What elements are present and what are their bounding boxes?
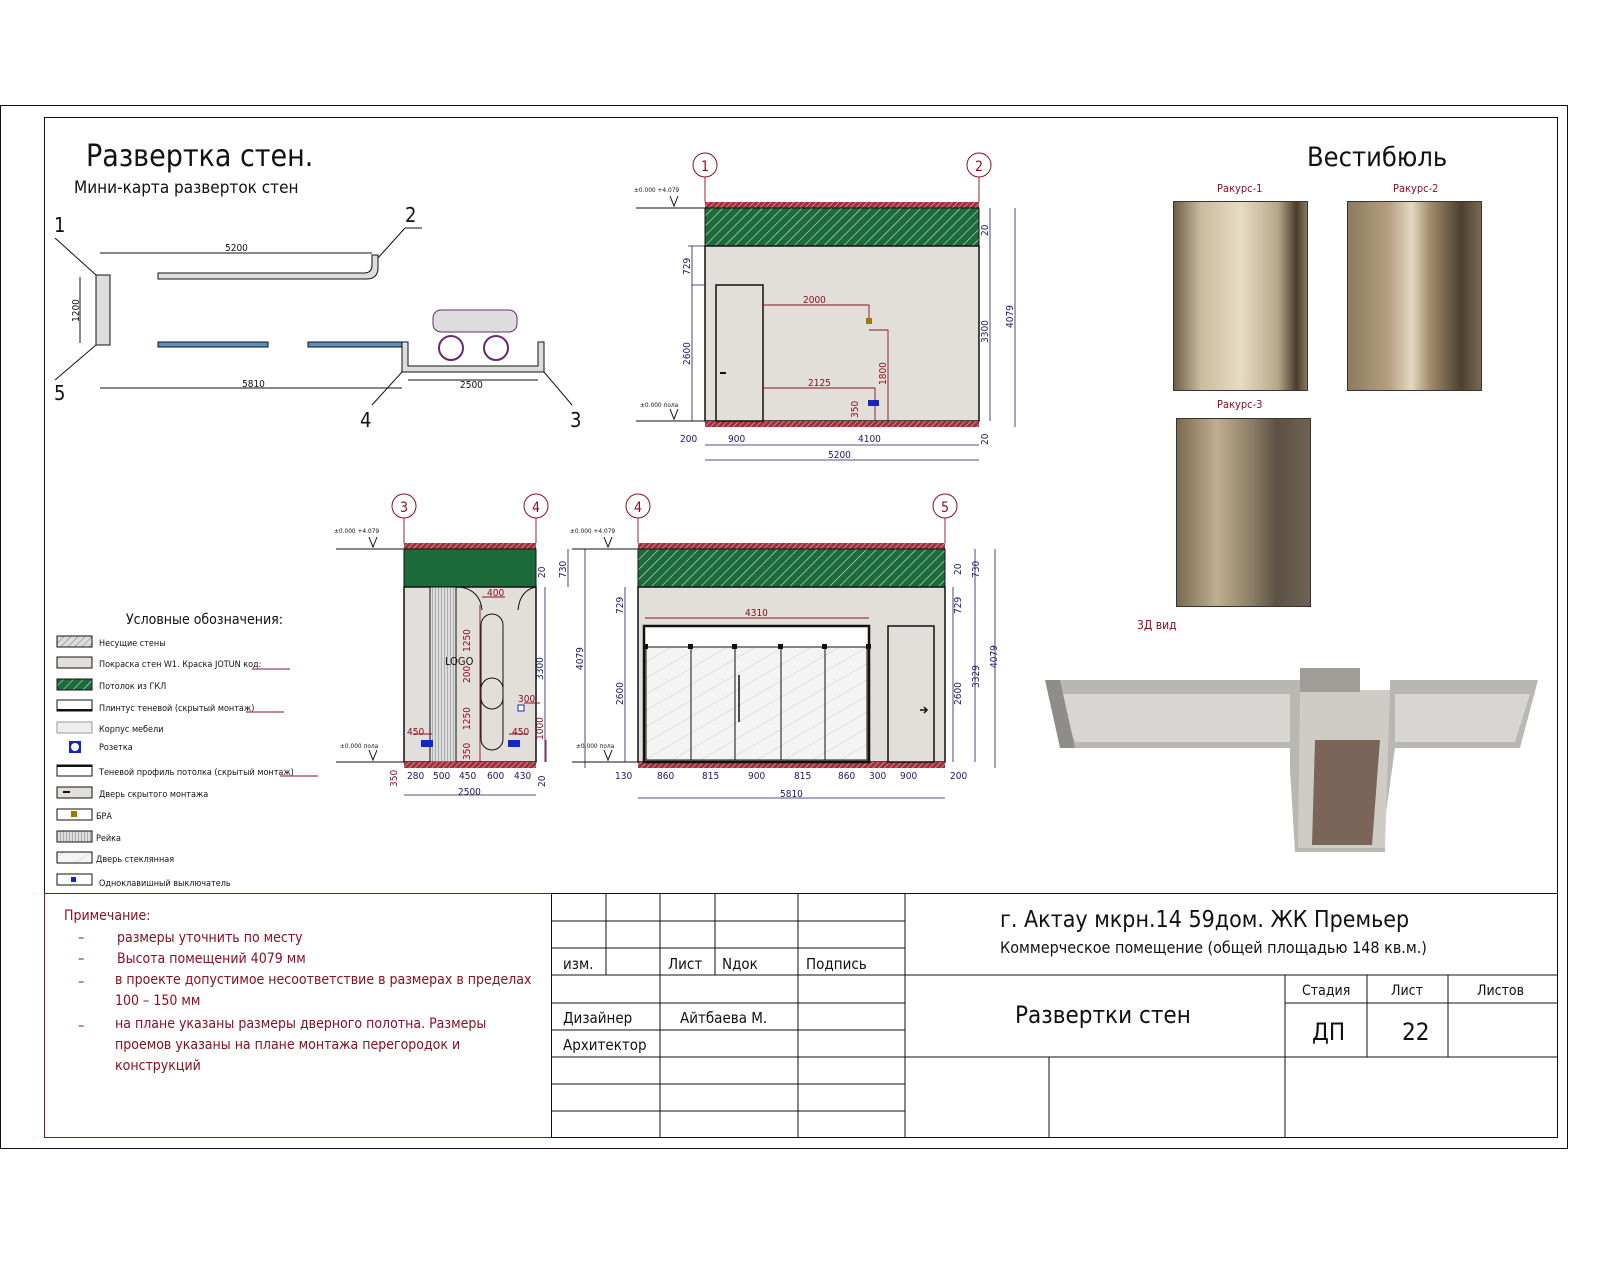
elev3-dims-1-text: 729 xyxy=(615,596,626,614)
level-mark-bottom: ±0.000 пола xyxy=(576,742,615,750)
notes-items-3-text: на плане указаны размеры дверного полотна. Размеры проемов указаны на плане монтажа перегородок и конструкций xyxy=(115,1016,487,1074)
minimap-dim: 5810 xyxy=(242,379,265,390)
sheet-title: Развертка стен. xyxy=(86,139,314,174)
elev3-axes-0-text: 4 xyxy=(634,500,643,516)
elev2-dims-4-text: 300 xyxy=(518,694,536,705)
legend-items-11-text: Одноклавишный выключатель xyxy=(99,879,231,889)
elev2-dims-0-text: 400 xyxy=(487,588,505,599)
title_block-architect_label-text: Архитектор xyxy=(563,1036,647,1054)
elev1-dims-5-text: 350 xyxy=(850,400,861,418)
elev3-dims-2-text: 2600 xyxy=(615,682,626,705)
level-mark-top: ±0.000 +4.079 xyxy=(570,527,616,535)
elev2-axes-1-text: 4 xyxy=(532,500,541,516)
level-mark-top: ±0.000 +4.079 xyxy=(334,527,380,535)
elev3-dims-5-text: 3329 xyxy=(971,665,982,688)
elev2-dims-8-text: 1000 xyxy=(535,717,546,740)
notes-items-0-text: размеры уточнить по месту xyxy=(117,930,303,946)
elev3-dims-3-text: 729 xyxy=(953,596,964,614)
title_block-sheet_label-text: Лист xyxy=(1391,983,1423,999)
elev3-dims-13-text: 815 xyxy=(794,771,812,782)
elev1-dims-10-text: 200 xyxy=(680,434,698,445)
legend-items-1-text: Покраска стен W1. Краска JOTUN код: xyxy=(99,660,262,670)
elev1-dims-3-text: 2125 xyxy=(808,378,831,389)
elev2-dims-13-text: 350 xyxy=(389,769,400,787)
elev2-dims-15-text: 280 xyxy=(407,771,425,782)
elev2-dims-10-text: 4079 xyxy=(575,647,586,670)
elev1-dims-1-text: 2600 xyxy=(682,342,693,365)
legend-items-5-text: Розетка xyxy=(99,743,133,753)
elev3-dims-7-text: 730 xyxy=(971,560,982,578)
elev2-dims-2-text: 200 xyxy=(462,665,473,683)
legend-items-4-text: Корпус мебели xyxy=(99,725,164,735)
render-image-3 xyxy=(1176,418,1311,607)
elev2-dims-9-text: 3300 xyxy=(535,657,546,680)
title_block-designer_name-text: Айтбаева М. xyxy=(680,1009,768,1027)
elev2-dims-17-text: 450 xyxy=(459,771,477,782)
elev3-dims-10-text: 860 xyxy=(657,771,675,782)
renders-r1-text: Ракурс-1 xyxy=(1217,182,1263,195)
title_block-izm-text: изм. xyxy=(563,955,594,973)
elev2-dims-12-text: 20 xyxy=(537,566,548,578)
minimap-dim: 5200 xyxy=(225,243,248,254)
notes xyxy=(64,908,535,1074)
axis-2: 2 xyxy=(975,159,984,175)
elev1-dims-8-text: 20 xyxy=(980,224,991,236)
title_block-podpis-text: Подпись xyxy=(806,955,867,973)
elev2-dims-6-text: 450 xyxy=(512,727,530,738)
legend xyxy=(57,612,318,889)
level-mark-bottom: ±0.000 пола xyxy=(640,401,679,409)
render-image-1 xyxy=(1173,201,1308,391)
minimap-title: Мини-карта разверток стен xyxy=(74,178,299,198)
notes-items-1-text: Высота помещений 4079 мм xyxy=(117,951,306,967)
elev3-dims-6-text: 4079 xyxy=(989,645,1000,668)
notes-items-2-text: в проекте допустимое несоответствие в размерах в пределах 100 – 150 мм xyxy=(115,972,532,1009)
elev2-dims-14-text: 20 xyxy=(537,775,548,787)
elev2-dims-11-text: 730 xyxy=(558,560,569,578)
legend-title-text: Условные обозначения: xyxy=(126,612,283,628)
title_block-stage_label-text: Стадия xyxy=(1302,983,1351,999)
minimap-dim: 2500 xyxy=(460,380,483,391)
elev2-axes-0-text: 3 xyxy=(400,500,409,516)
elev1-dims-7-text: 4079 xyxy=(1005,305,1016,328)
legend-items-9-text: Рейка xyxy=(96,834,121,844)
renders-view3d-text: 3Д вид xyxy=(1137,618,1177,632)
elev1-dims-13-text: 5200 xyxy=(828,450,851,461)
axis-1: 1 xyxy=(701,159,710,175)
elev1-dims-0-text: 729 xyxy=(682,257,693,275)
elev3-axes-1-text: 5 xyxy=(941,500,950,516)
elev2-dims-7-text: 350 xyxy=(462,742,473,760)
minimap-label-3: 3 xyxy=(570,408,582,432)
wall-elevation-4-5 xyxy=(570,494,1000,800)
minimap-label-4: 4 xyxy=(360,408,372,432)
title_block-project_line2-text: Коммерческое помещение (общей площадью 148 кв.м.) xyxy=(1000,938,1427,957)
elev3-dims-0-text: 4310 xyxy=(745,608,768,619)
elev2-dims-18-text: 600 xyxy=(487,771,505,782)
level-mark-top: ±0.000 +4.079 xyxy=(634,186,680,194)
svg-text:–: – xyxy=(78,974,85,990)
elev3-dims-18-text: 5810 xyxy=(780,789,803,800)
3d-plan-view xyxy=(1045,668,1538,852)
minimap-dim: 1200 xyxy=(71,299,82,322)
title_block-project_line1-text: г. Актау мкрн.14 59дом. ЖК Премьер xyxy=(1000,907,1410,933)
elev3-dims-12-text: 900 xyxy=(748,771,766,782)
renders-r3-text: Ракурс-3 xyxy=(1217,398,1263,411)
title_block-sheet_name-text: Развертки стен xyxy=(1015,1001,1191,1029)
svg-text:–: – xyxy=(78,1018,85,1034)
elev1-dims-6-text: 3300 xyxy=(980,320,991,343)
wall-elevation-3-4 xyxy=(334,494,586,798)
minimap-label-1: 1 xyxy=(54,213,66,237)
title_block-ndok-text: Nдок xyxy=(722,955,758,973)
legend-items-0-text: Несущие стены xyxy=(99,639,166,649)
wall-elevation-1-2 xyxy=(634,153,1016,461)
render-image-2 xyxy=(1347,201,1482,391)
elev1-dims-9-text: 20 xyxy=(980,433,991,445)
legend-items-2-text: Потолок из ГКЛ xyxy=(99,682,167,692)
elev2-dims-19-text: 430 xyxy=(514,771,532,782)
elev1-dims-4-text: 1800 xyxy=(878,362,889,385)
elev1-dims-12-text: 4100 xyxy=(858,434,881,445)
title_block-stage-text: ДП xyxy=(1312,1018,1346,1046)
logo-text: LOGO xyxy=(445,655,474,668)
minimap-label-5: 5 xyxy=(54,381,66,405)
elev3-dims-15-text: 300 xyxy=(869,771,887,782)
elev1-dims-2-text: 2000 xyxy=(803,295,826,306)
minimap-label-2: 2 xyxy=(405,203,417,227)
elev3-dims-14-text: 860 xyxy=(838,771,856,782)
legend-items-7-text: Дверь скрытого монтажа xyxy=(99,790,209,800)
elev2-dims-1-text: 1250 xyxy=(462,629,473,652)
title_block-list-text: Лист xyxy=(668,955,703,973)
svg-text:–: – xyxy=(78,951,85,967)
elev3-dims-8-text: 20 xyxy=(953,563,964,575)
legend-items-8-text: БРА xyxy=(96,812,112,822)
title_block-designer_label-text: Дизайнер xyxy=(563,1009,633,1027)
minimap xyxy=(54,203,581,432)
title_block-sheet_no-text: 22 xyxy=(1402,1018,1430,1046)
legend-items-3-text: Плинтус теневой (скрытый монтаж) xyxy=(99,704,255,714)
elev2-dims-16-text: 500 xyxy=(433,771,451,782)
room-title: Вестибюль xyxy=(1307,142,1448,173)
elev3-dims-4-text: 2600 xyxy=(953,682,964,705)
notes-title-text: Примечание: xyxy=(64,908,151,924)
elev1-dims-11-text: 900 xyxy=(728,434,746,445)
elev3-dims-17-text: 200 xyxy=(950,771,968,782)
elev3-dims-11-text: 815 xyxy=(702,771,720,782)
legend-items-6-text: Теневой профиль потолка (скрытый монтаж) xyxy=(99,768,294,778)
elev2-dims-5-text: 450 xyxy=(407,727,425,738)
legend-items-10-text: Дверь стеклянная xyxy=(96,855,175,865)
elev3-dims-16-text: 900 xyxy=(900,771,918,782)
title_block-sheets_label-text: Листов xyxy=(1477,983,1525,999)
svg-text:–: – xyxy=(78,930,85,946)
elev3-dims-9-text: 130 xyxy=(615,771,633,782)
level-mark-bottom: ±0.000 пола xyxy=(340,742,379,750)
renders-r2-text: Ракурс-2 xyxy=(1393,182,1439,195)
elev2-dims-3-text: 1250 xyxy=(462,707,473,730)
elev2-dims-20-text: 2500 xyxy=(458,787,481,798)
